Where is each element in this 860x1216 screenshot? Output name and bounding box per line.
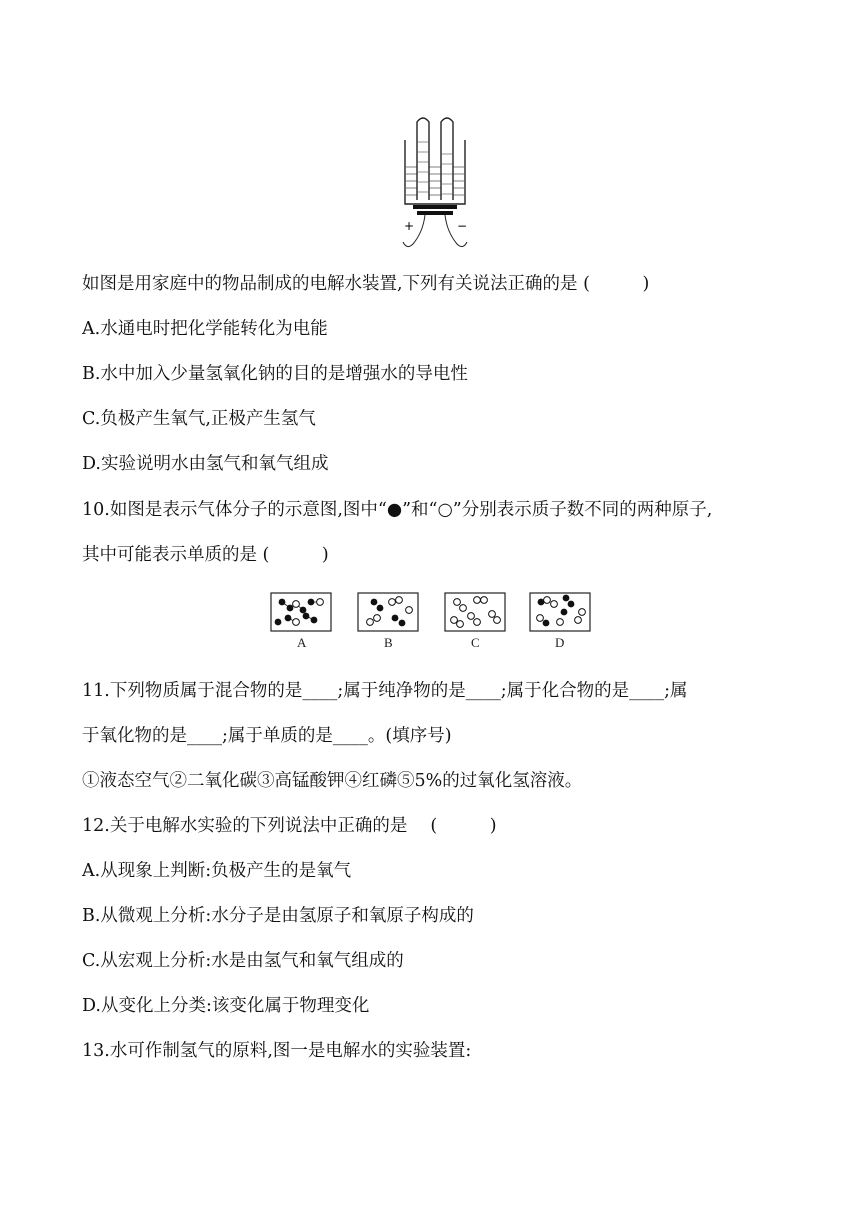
electrolysis-apparatus-figure [395,112,475,252]
q9-option-a: A.水通电时把化学能转化为电能 [82,319,328,339]
molecule-box-c [445,593,505,650]
molecule-box-b [358,593,418,650]
q9-stem: 如图是用家庭中的物品制成的电解水装置,下列有关说法正确的是 ( ) [82,274,650,294]
q12-stem: 12.关于电解水实验的下列说法中正确的是 ( ) [82,816,497,836]
q13-stem: 13.水可作制氢气的原料,图一是电解水的实验装置: [82,1041,472,1061]
box-label-a: A [297,635,307,650]
q11-line3: ①液态空气②二氧化碳③高锰酸钾④红磷⑤5%的过氧化氢溶液。 [82,771,583,791]
molecule-boxes-figure [268,590,593,654]
positive-sign: + [404,219,415,233]
q12-option-a: A.从现象上判断:负极产生的是氧气 [82,861,352,881]
box-label-c: C [471,635,480,650]
q9-option-d: D.实验说明水由氢气和氧气组成 [82,454,329,474]
q12-option-c: C.从宏观上分析:水是由氢气和氧气组成的 [82,951,404,971]
q11-line2: 于氧化物的是____;属于单质的是____。(填序号) [82,726,452,746]
q12-option-b: B.从微观上分析:水分子是由氢原子和氧原子构成的 [82,906,474,926]
q10-stem-line1: 10.如图是表示气体分子的示意图,图中“●”和“○”分别表示质子数不同的两种原子, [82,500,713,520]
q12-option-d: D.从变化上分类:该变化属于物理变化 [82,996,370,1016]
q11-line1: 11.下列物质属于混合物的是____;属于纯净物的是____;属于化合物的是____;属 [82,681,688,701]
q9-option-c: C.负极产生氧气,正极产生氢气 [82,409,316,429]
box-label-b: B [384,635,393,650]
molecule-box-a [271,593,331,650]
q10-stem-line2: 其中可能表示单质的是 ( ) [82,545,329,565]
box-label-d: D [555,635,565,650]
q9-option-b: B.水中加入少量氢氧化钠的目的是增强水的导电性 [82,364,468,384]
molecule-box-d [530,593,590,650]
negative-sign: − [457,219,468,233]
